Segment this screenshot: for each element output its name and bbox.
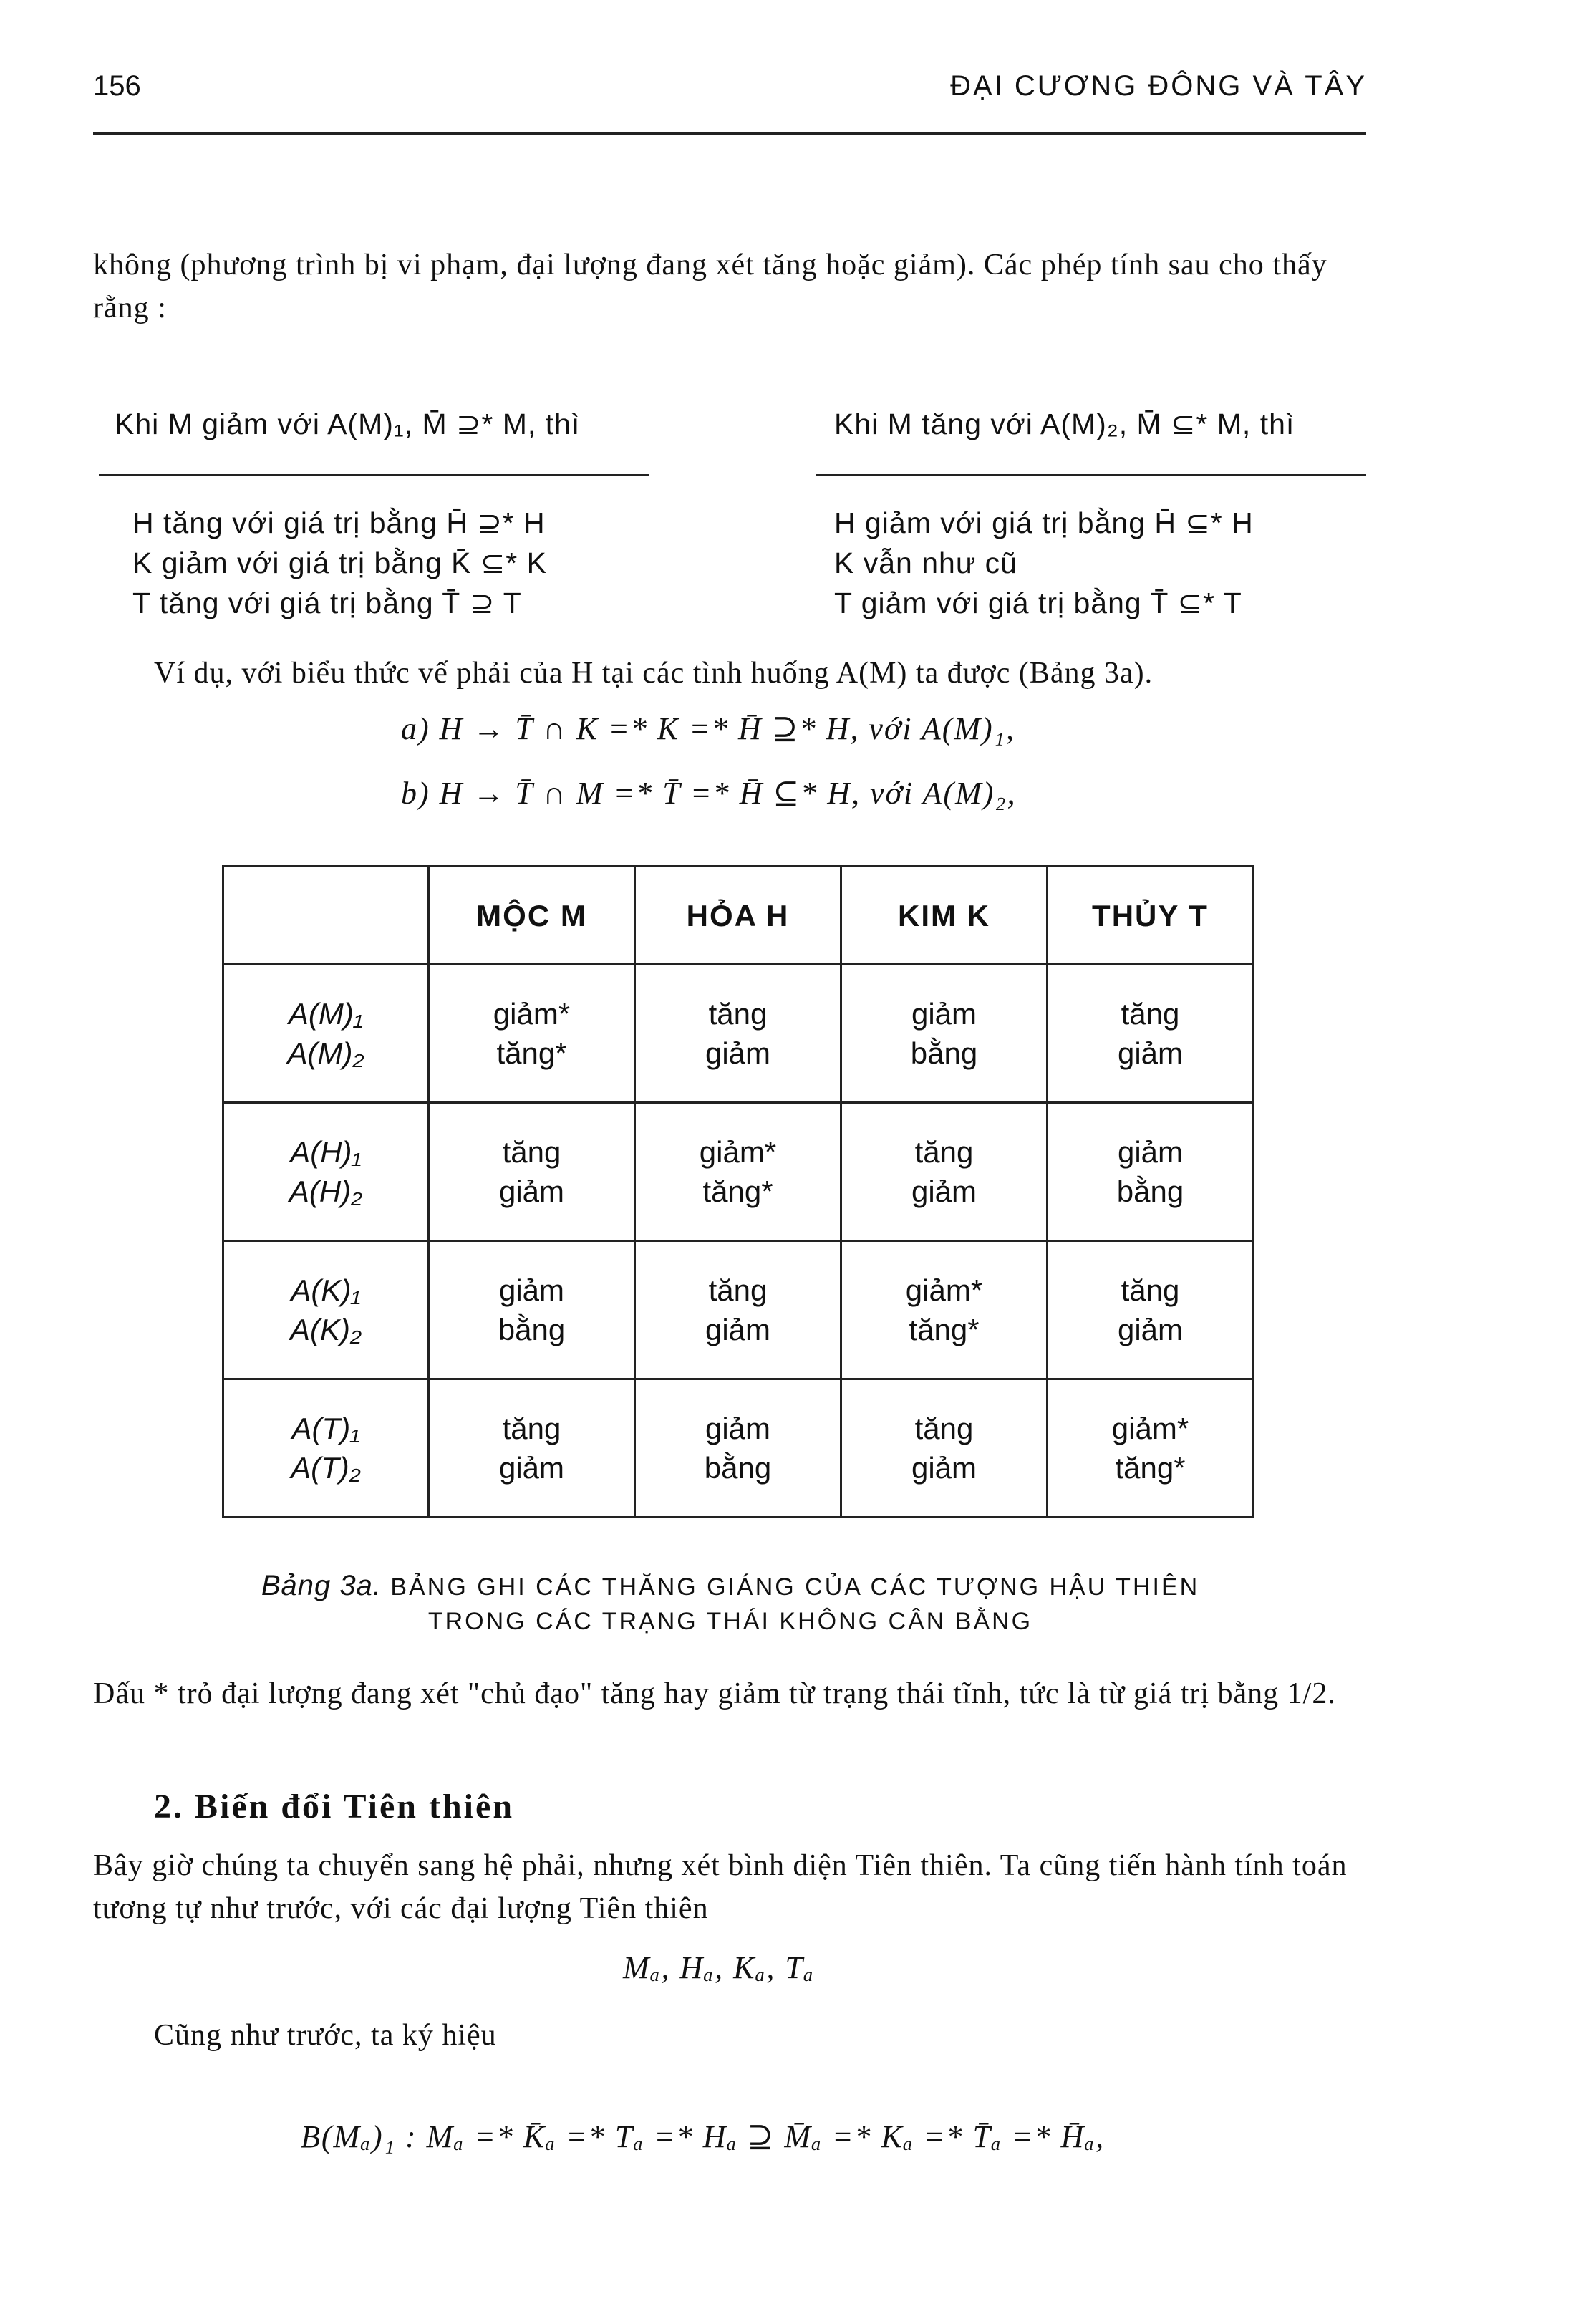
left-block-divider — [99, 474, 649, 476]
equation-b: b) H → T̄ ∩ M =* T̄ =* H̄ ⊆* H, với A(M)₂, — [401, 776, 1017, 811]
right-result-line: K vẫn như cũ — [834, 546, 1017, 579]
right-result-line: T giảm với giá trị bằng T̄ ⊆* T — [834, 587, 1242, 619]
table-cell: tăng giảm — [841, 1379, 1048, 1518]
left-result-line: K giảm với giá trị bằng K̄ ⊆* K — [132, 546, 547, 579]
header-divider — [93, 132, 1366, 135]
table-cell: tăng giảm — [429, 1379, 635, 1518]
right-result-line: H giảm với giá trị bằng H̄ ⊆* H — [834, 506, 1254, 539]
left-block-results — [132, 503, 547, 623]
right-block-results — [834, 503, 1254, 623]
table-row — [223, 1103, 1254, 1241]
table-cell: giảm* tăng* — [429, 965, 635, 1103]
table-row — [223, 1379, 1254, 1518]
table-3a — [222, 865, 1254, 1518]
table-header-cell — [223, 867, 429, 965]
table-row — [223, 1241, 1254, 1379]
table-cell: tăng giảm — [429, 1103, 635, 1241]
caption-line-1: BẢNG GHI CÁC THĂNG GIÁNG CỦA CÁC TƯỢNG HẬU THIÊN — [390, 1573, 1200, 1601]
caption-line-2: TRONG CÁC TRẠNG THÁI KHÔNG CÂN BẰNG — [427, 1608, 1033, 1635]
row-label: A(T)₁ A(T)₂ — [223, 1379, 429, 1518]
table-cell: giảm* tăng* — [1048, 1379, 1254, 1518]
table-cell: giảm* tăng* — [841, 1241, 1048, 1379]
caption-label: Bảng 3a. — [261, 1570, 382, 1601]
table-cell: giảm bằng — [1048, 1103, 1254, 1241]
right-block-divider — [816, 474, 1366, 476]
table-header-cell: THỦY T — [1048, 867, 1254, 965]
notation-intro: Cũng như trước, ta ký hiệu — [154, 2019, 497, 2052]
table-cell: tăng giảm — [1048, 965, 1254, 1103]
left-result-line: T tăng với giá trị bằng T̄ ⊇ T — [132, 587, 522, 619]
table-cell: giảm bằng — [635, 1379, 841, 1518]
table-header-cell: KIM K — [841, 867, 1048, 965]
table-header-row — [223, 867, 1254, 965]
table-cell: tăng giảm — [635, 965, 841, 1103]
table-cell: tăng giảm — [635, 1241, 841, 1379]
table-row — [223, 965, 1254, 1103]
table-cell: tăng giảm — [1048, 1241, 1254, 1379]
formula-b: B(Mₐ)₁ : Mₐ =* K̄ₐ =* Tₐ =* Hₐ ⊇ M̄ₐ =* Kₐ =* T̄ₐ =* H̄ₐ, — [301, 2119, 1106, 2154]
page-number: 156 — [93, 70, 141, 102]
section-heading: 2. Biến đổi Tiên thiên — [154, 1788, 515, 1826]
right-block-title: Khi M tăng với A(M)₂, M̄ ⊆* M, thì — [834, 408, 1295, 440]
running-title: ĐẠI CƯƠNG ĐÔNG VÀ TÂY — [950, 70, 1367, 102]
left-block-title: Khi M giảm với A(M)₁, M̄ ⊇* M, thì — [115, 408, 581, 440]
table-caption — [93, 1568, 1368, 1639]
section-paragraph: Bây giờ chúng ta chuyển sang hệ phải, nhưng xét bình diện Tiên thiên. Ta cũng tiến hành tính toán tương tự như trước, với các đại lượng Tiên thiên — [93, 1849, 1348, 1925]
example-intro: Ví dụ, với biểu thức vế phải của H tại các tình huống A(M) ta được (Bảng 3a). — [154, 657, 1154, 690]
table-header-cell: MỘC M — [429, 867, 635, 965]
table-cell: giảm* tăng* — [635, 1103, 841, 1241]
table-cell: tăng giảm — [841, 1103, 1048, 1241]
row-label: A(H)₁ A(H)₂ — [223, 1103, 429, 1241]
row-label: A(M)₁ A(M)₂ — [223, 965, 429, 1103]
intro-paragraph: không (phương trình bị vi phạm, đại lượng đang xét tăng hoặc giảm). Các phép tính sau cho thấy rằng : — [93, 249, 1327, 324]
table-header-cell: HỎA H — [635, 867, 841, 965]
row-label: A(K)₁ A(K)₂ — [223, 1241, 429, 1379]
equation-a: a) H → T̄ ∩ K =* K =* H̄ ⊇* H, với A(M)₁, — [401, 711, 1015, 746]
asterisk-note: Dấu * trỏ đại lượng đang xét "chủ đạo" tăng hay giảm từ trạng thái tĩnh, tức là từ giá trị bằng 1/2. — [93, 1677, 1336, 1710]
left-result-line: H tăng với giá trị bằng H̄ ⊇* H — [132, 506, 546, 539]
table-cell: giảm bằng — [841, 965, 1048, 1103]
table-cell: giảm bằng — [429, 1241, 635, 1379]
quantities-list: Mₐ, Hₐ, Kₐ, Tₐ — [623, 1950, 815, 1985]
